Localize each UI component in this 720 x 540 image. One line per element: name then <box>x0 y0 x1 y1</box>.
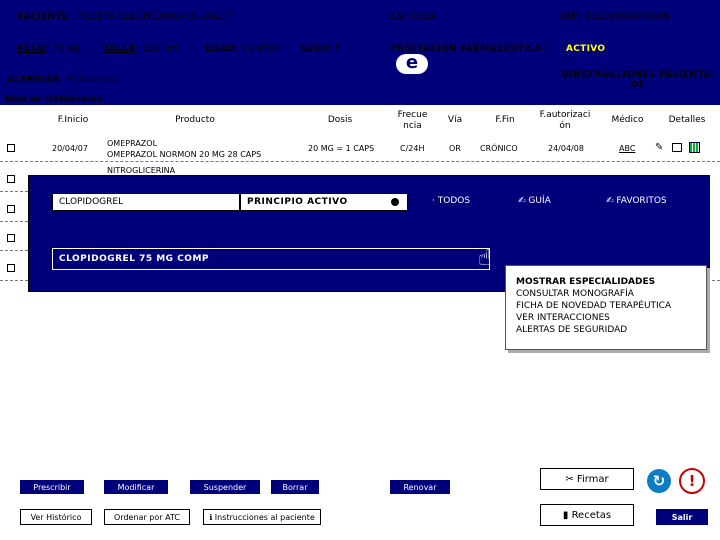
recetas-button[interactable]: ▮ Recetas <box>540 504 634 526</box>
principio-activo-field[interactable]: PRINCIPIO ACTIVO <box>240 193 408 211</box>
menu-item-ver-interacciones[interactable]: VER INTERACCIONES <box>516 313 610 323</box>
menu-item-mostrar-especialidades[interactable]: MOSTRAR ESPECIALIDADES <box>516 277 656 287</box>
cip-info: CIP: RCLC0506070809 <box>560 12 670 22</box>
salir-button[interactable]: Salir <box>656 509 708 525</box>
peso-info: PESO: 73 Kg <box>17 44 80 54</box>
filter-todos[interactable]: · TODOS <box>432 196 471 206</box>
refresh-icon[interactable]: ↻ <box>647 469 671 493</box>
context-menu <box>505 265 707 350</box>
borrar-button[interactable]: Borrar <box>271 480 319 494</box>
row-separator <box>0 250 28 251</box>
col-header-dosis: Dosis <box>327 115 353 125</box>
row-separator <box>0 191 28 192</box>
row-medico[interactable]: ABC <box>619 144 636 153</box>
grid-icon[interactable] <box>689 142 700 153</box>
col-header-producto: Producto <box>175 115 215 125</box>
col-header-fin: F.Fin <box>495 115 515 125</box>
row-checkbox[interactable] <box>7 144 15 152</box>
filter-guia[interactable]: ✍ GUÍA <box>518 196 551 206</box>
row-separator <box>0 161 720 162</box>
search-result-item[interactable]: CLOPIDOGREL 75 MG COMP <box>52 248 490 270</box>
row-frecuencia: C/24H <box>400 144 425 153</box>
alergias-info: ALERGIAS: Sulfamidas <box>7 75 120 85</box>
talla-info: TALLA: 180 cm <box>103 44 179 54</box>
suspender-button[interactable]: Suspender <box>190 480 260 494</box>
renovar-button[interactable]: Renovar <box>390 480 450 494</box>
instrucciones-paciente-button[interactable]: ℹ Instrucciones al paciente <box>203 509 321 525</box>
scissors-icon: ✂ <box>565 473 574 485</box>
row-checkbox[interactable] <box>7 175 15 183</box>
row-via: OR <box>449 144 461 153</box>
prescribir-button[interactable]: Prescribir <box>20 480 84 494</box>
filter-favoritos[interactable]: ✍ FAVORITOS <box>606 196 667 206</box>
row-checkbox[interactable] <box>7 264 15 272</box>
edad-info: EDAD: 73 años <box>205 44 280 54</box>
row-separator <box>0 221 28 222</box>
col-header-medico: Médico <box>611 115 644 125</box>
menu-item-alertas-seguridad[interactable]: ALERTAS DE SEGURIDAD <box>516 325 628 335</box>
drug-search-input[interactable]: CLOPIDOGREL <box>52 193 240 211</box>
row-fin: CRÓNICO <box>480 144 518 153</box>
hoja-tratamiento-title: Hoja de Tratamiento <box>5 94 103 103</box>
row-autorizacion: 24/04/08 <box>548 144 584 153</box>
prestacion-label: PRESTACIÓN FARMACÉUTICA: <box>390 44 546 54</box>
hand-pointer-icon: ☝ <box>478 246 492 271</box>
firmar-button[interactable]: ✂ Firmar <box>540 468 634 490</box>
ver-historico-button[interactable]: Ver Histórico <box>20 509 92 525</box>
row-producto[interactable]: NITROGLICERINA <box>107 166 176 175</box>
col-header-detalles: Detalles <box>668 115 706 125</box>
row-dosis: 20 MG = 1 CAPS <box>308 144 375 153</box>
radio-filled-icon <box>391 198 399 206</box>
document-icon[interactable] <box>672 143 682 152</box>
row-checkbox[interactable] <box>7 234 15 242</box>
info-icon: ✪ <box>561 70 570 80</box>
hoja-tratamiento-bar <box>0 93 720 105</box>
row-checkbox[interactable] <box>7 205 15 213</box>
instrucciones-paciente-link[interactable]: ✪INSTRUCCIONES PACIENTE- OF <box>561 70 715 90</box>
sexo-info: SEXO: F <box>300 44 341 54</box>
pen-icon: ✍ <box>518 196 526 206</box>
cs-info: CS: IBIZA <box>390 12 437 22</box>
ie-browser-icon[interactable]: e <box>396 54 428 74</box>
patient-name: PACIENTE : RECETA ELECTRÓNICA IB-SALUT <box>17 12 231 22</box>
document-icon: ▮ <box>562 509 569 521</box>
alert-icon[interactable]: ! <box>679 468 705 494</box>
ordenar-atc-button[interactable]: Ordenar por ATC <box>104 509 190 525</box>
modificar-button[interactable]: Modificar <box>104 480 168 494</box>
pencil-icon[interactable]: ✎ <box>655 142 664 153</box>
col-header-frecuencia: Frecue ncia <box>397 110 428 131</box>
prestacion-status: ACTIVO <box>566 44 606 54</box>
col-header-via: Vía <box>447 115 463 125</box>
col-header-inicio: F.Inicio <box>57 115 89 125</box>
row-inicio: 20/04/07 <box>52 144 88 153</box>
pen-icon: ✍ <box>606 196 614 206</box>
info-icon: ℹ <box>209 512 213 522</box>
menu-item-ficha-novedad[interactable]: FICHA DE NOVEDAD TERAPÉUTICA <box>516 301 672 311</box>
col-header-autorizacion: F.autorizaci ón <box>539 110 591 131</box>
row-producto[interactable]: OMEPRAZOL OMEPRAZOL NORMON 20 MG 28 CAPS <box>107 139 262 159</box>
menu-item-consultar-monografia[interactable]: CONSULTAR MONOGRAFÍA <box>516 289 634 299</box>
